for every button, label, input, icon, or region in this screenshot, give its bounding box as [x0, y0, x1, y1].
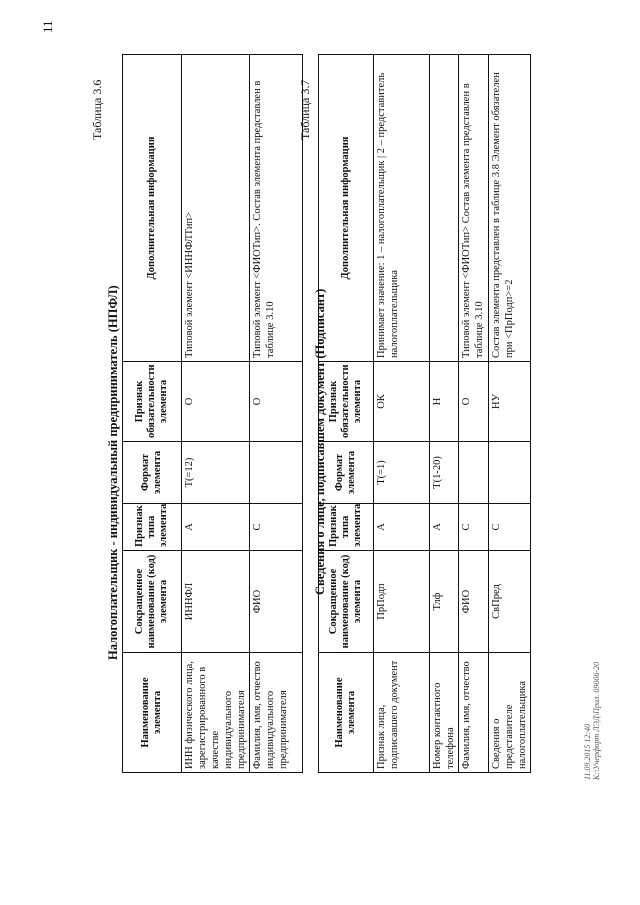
- data-table-3-7: [318, 54, 531, 773]
- table-title: Налогоплательщик - индивидуальный предприниматель (НПФЛ): [106, 285, 120, 660]
- element-required-cell: О: [182, 362, 250, 442]
- column-header: Признак обязательности элемента: [319, 362, 374, 442]
- element-format-cell: T(=12): [182, 442, 250, 504]
- footer-file-path: К:\Учерфорт ЛЭД\Прил. 09006-20: [592, 661, 601, 780]
- element-type-cell: А: [430, 504, 459, 551]
- element-type-cell: А: [374, 504, 430, 551]
- element-code-cell: ПрПодп: [374, 551, 430, 653]
- element-code-cell: ИННФЛ: [182, 551, 250, 653]
- column-header: Дополнительная информация: [319, 55, 374, 362]
- column-header: Признак обязательности элемента: [123, 362, 182, 442]
- table-number-label: Таблица 3.6: [90, 79, 104, 140]
- element-name-cell: Фамилия, имя, отчество: [459, 653, 489, 773]
- element-info-cell: Состав элемента представлен в таблице 3.8 Элемент обязателен при <ПрПодп>=2: [489, 55, 531, 362]
- element-format-cell: [489, 442, 531, 504]
- column-header: Сокращенное наименование (код) элемента: [319, 551, 374, 653]
- element-name-cell: ИНН физического лица, зарегистрированного в качестве индивидуального предпринимателя: [182, 653, 250, 773]
- element-format-cell: [459, 442, 489, 504]
- element-code-cell: ФИО: [459, 551, 489, 653]
- table-row: [250, 55, 303, 773]
- element-name-cell: Признак лица, подписавшего документ: [374, 653, 430, 773]
- data-table-3-6: [122, 54, 303, 773]
- element-code-cell: ФИО: [250, 551, 303, 653]
- element-required-cell: О: [459, 362, 489, 442]
- element-type-cell: А: [182, 504, 250, 551]
- element-info-cell: Типовой элемент <ИННФЛТип>: [182, 55, 250, 362]
- element-name-cell: Фамилия, имя, отчество индивидуального предпринимателя: [250, 653, 303, 773]
- element-info-cell: Типовой элемент <ФИОТип> Состав элемента представлен в таблице 3.10: [459, 55, 489, 362]
- table-number-label: Таблица 3.7: [298, 79, 312, 140]
- table-row: [459, 55, 489, 773]
- column-header: Признак типа элемента: [319, 504, 374, 551]
- table-row: [430, 55, 459, 773]
- footer-timestamp: 11.09.2015 12:40: [583, 723, 592, 780]
- column-header: Дополнительная информация: [123, 55, 182, 362]
- element-type-cell: С: [489, 504, 531, 551]
- table-title: Сведения о лице, подписавшем документ (Подписант): [313, 288, 327, 595]
- document-footer-stamp: [583, 662, 601, 780]
- element-required-cell: О: [250, 362, 303, 442]
- element-required-cell: НУ: [489, 362, 531, 442]
- element-required-cell: ОК: [374, 362, 430, 442]
- element-type-cell: С: [459, 504, 489, 551]
- column-header: Признак типа элемента: [123, 504, 182, 551]
- element-name-cell: Сведения о представителе налогоплательщика: [489, 653, 531, 773]
- element-code-cell: СвПред: [489, 551, 531, 653]
- element-info-cell: [430, 55, 459, 362]
- element-required-cell: Н: [430, 362, 459, 442]
- table-row: [374, 55, 430, 773]
- column-header: Наименование элемента: [319, 653, 374, 773]
- table-row: [489, 55, 531, 773]
- element-info-cell: Принимает значение: 1 – налогоплательщик | 2 – представитель налогоплательщика: [374, 55, 430, 362]
- column-header: Сокращенное наименование (код) элемента: [123, 551, 182, 653]
- element-format-cell: T(=1): [374, 442, 430, 504]
- column-header: Формат элемента: [123, 442, 182, 504]
- table-row: [182, 55, 250, 773]
- element-code-cell: Тлф: [430, 551, 459, 653]
- element-name-cell: Номер контактного телефона: [430, 653, 459, 773]
- element-format-cell: [250, 442, 303, 504]
- element-info-cell: Типовой элемент <ФИОТип>. Состав элемента представлен в таблице 3.10: [250, 55, 303, 362]
- column-header: Формат элемента: [319, 442, 374, 504]
- element-format-cell: T(1-20): [430, 442, 459, 504]
- column-header: Наименование элемента: [123, 653, 182, 773]
- element-type-cell: С: [250, 504, 303, 551]
- page-number: 11: [40, 20, 55, 33]
